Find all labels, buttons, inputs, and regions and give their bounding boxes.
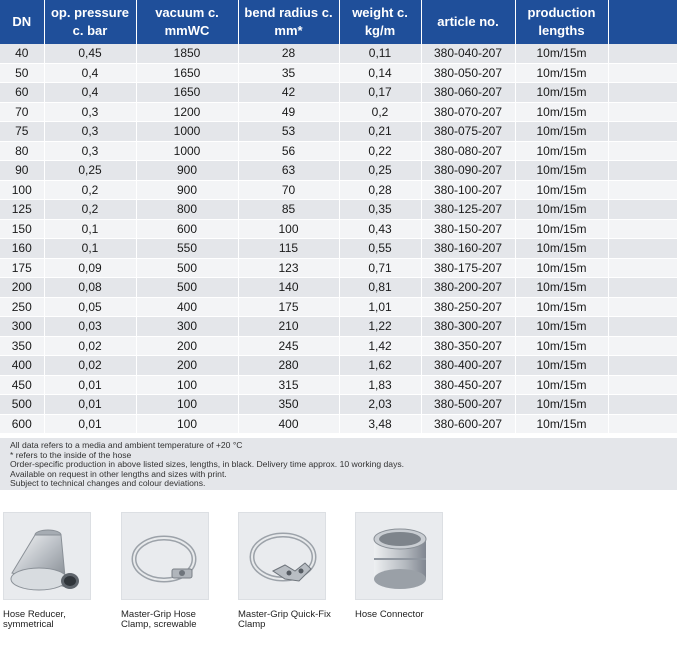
cell-article-no: 380-060-207 bbox=[421, 83, 515, 103]
cell-production-lengths: 10m/15m bbox=[515, 200, 608, 220]
note-line: Order-specific production in above listed sizes, lengths, in black. Delivery time approx. 10 working days. bbox=[10, 459, 405, 470]
cell-dn: 300 bbox=[0, 317, 44, 337]
cell-vacuum: 1000 bbox=[136, 141, 238, 161]
cell-empty bbox=[608, 239, 677, 259]
cell-op-pressure: 0,3 bbox=[44, 102, 136, 122]
cell-dn: 40 bbox=[0, 44, 44, 63]
cell-op-pressure: 0,45 bbox=[44, 44, 136, 63]
cell-article-no: 380-500-207 bbox=[421, 395, 515, 415]
cell-bend-radius: 53 bbox=[238, 122, 339, 142]
hose-clamp-icon bbox=[121, 512, 209, 600]
table-row bbox=[0, 258, 677, 278]
cell-bend-radius: 315 bbox=[238, 375, 339, 395]
cell-op-pressure: 0,02 bbox=[44, 356, 136, 376]
cell-production-lengths: 10m/15m bbox=[515, 414, 608, 434]
note-line: All data refers to a media and ambient temperature of +20 °C bbox=[10, 440, 243, 450]
cell-weight: 1,83 bbox=[339, 375, 421, 395]
cell-production-lengths: 10m/15m bbox=[515, 317, 608, 337]
product-label: Clamp bbox=[238, 619, 266, 630]
cell-bend-radius: 245 bbox=[238, 336, 339, 356]
cell-dn: 70 bbox=[0, 102, 44, 122]
cell-production-lengths: 10m/15m bbox=[515, 180, 608, 200]
product-label: Clamp, screwable bbox=[121, 619, 197, 630]
table-row bbox=[0, 278, 677, 298]
cell-empty bbox=[608, 102, 677, 122]
cell-vacuum: 900 bbox=[136, 180, 238, 200]
table-row bbox=[0, 180, 677, 200]
cell-weight: 0,17 bbox=[339, 83, 421, 103]
cell-empty bbox=[608, 375, 677, 395]
table-row bbox=[0, 44, 677, 63]
cell-vacuum: 1850 bbox=[136, 44, 238, 63]
cell-vacuum: 100 bbox=[136, 395, 238, 415]
product-hose-clamp[interactable] bbox=[121, 512, 231, 630]
cell-empty bbox=[608, 414, 677, 434]
cell-article-no: 380-250-207 bbox=[421, 297, 515, 317]
cell-dn: 400 bbox=[0, 356, 44, 376]
cell-production-lengths: 10m/15m bbox=[515, 219, 608, 239]
cell-vacuum: 1650 bbox=[136, 83, 238, 103]
hose-connector-icon bbox=[355, 512, 443, 600]
cell-empty bbox=[608, 141, 677, 161]
cell-article-no: 380-125-207 bbox=[421, 200, 515, 220]
cell-weight: 2,03 bbox=[339, 395, 421, 415]
cell-dn: 125 bbox=[0, 200, 44, 220]
cell-bend-radius: 400 bbox=[238, 414, 339, 434]
table-row bbox=[0, 375, 677, 395]
cell-article-no: 380-040-207 bbox=[421, 44, 515, 63]
cell-weight: 3,48 bbox=[339, 414, 421, 434]
cell-vacuum: 1000 bbox=[136, 122, 238, 142]
cell-vacuum: 900 bbox=[136, 161, 238, 181]
cell-weight: 0,22 bbox=[339, 141, 421, 161]
cell-article-no: 380-350-207 bbox=[421, 336, 515, 356]
table-row bbox=[0, 161, 677, 181]
cell-op-pressure: 0,2 bbox=[44, 200, 136, 220]
header-dn: DN bbox=[0, 0, 44, 44]
cell-article-no: 380-090-207 bbox=[421, 161, 515, 181]
cell-weight: 1,01 bbox=[339, 297, 421, 317]
cell-production-lengths: 10m/15m bbox=[515, 122, 608, 142]
header-bend-radius: bend radius c. mm* bbox=[238, 0, 339, 44]
cell-vacuum: 800 bbox=[136, 200, 238, 220]
cell-op-pressure: 0,09 bbox=[44, 258, 136, 278]
hose-reducer-icon bbox=[3, 512, 91, 600]
cell-production-lengths: 10m/15m bbox=[515, 395, 608, 415]
note-line: * refers to the inside of the hose bbox=[10, 449, 132, 460]
cell-article-no: 380-200-207 bbox=[421, 278, 515, 298]
cell-empty bbox=[608, 44, 677, 63]
cell-empty bbox=[608, 317, 677, 337]
cell-production-lengths: 10m/15m bbox=[515, 83, 608, 103]
cell-weight: 1,22 bbox=[339, 317, 421, 337]
cell-dn: 80 bbox=[0, 141, 44, 161]
cell-dn: 160 bbox=[0, 239, 44, 259]
cell-bend-radius: 123 bbox=[238, 258, 339, 278]
cell-empty bbox=[608, 395, 677, 415]
table-row bbox=[0, 317, 677, 337]
cell-production-lengths: 10m/15m bbox=[515, 258, 608, 278]
cell-dn: 600 bbox=[0, 414, 44, 434]
cell-op-pressure: 0,3 bbox=[44, 122, 136, 142]
note-line: Available on request in other lengths and sizes with print. bbox=[10, 468, 227, 479]
header-op-pressure: op. pressure c. bar bbox=[44, 0, 136, 44]
cell-production-lengths: 10m/15m bbox=[515, 356, 608, 376]
cell-dn: 50 bbox=[0, 63, 44, 83]
cell-article-no: 380-600-207 bbox=[421, 414, 515, 434]
cell-article-no: 380-450-207 bbox=[421, 375, 515, 395]
product-hose-reducer[interactable] bbox=[3, 512, 113, 630]
cell-empty bbox=[608, 219, 677, 239]
cell-production-lengths: 10m/15m bbox=[515, 239, 608, 259]
cell-production-lengths: 10m/15m bbox=[515, 63, 608, 83]
cell-empty bbox=[608, 63, 677, 83]
cell-empty bbox=[608, 297, 677, 317]
cell-article-no: 380-160-207 bbox=[421, 239, 515, 259]
cell-vacuum: 600 bbox=[136, 219, 238, 239]
product-quick-fix-clamp[interactable] bbox=[238, 512, 348, 630]
cell-dn: 250 bbox=[0, 297, 44, 317]
cell-vacuum: 100 bbox=[136, 375, 238, 395]
cell-vacuum: 500 bbox=[136, 278, 238, 298]
cell-production-lengths: 10m/15m bbox=[515, 278, 608, 298]
cell-op-pressure: 0,1 bbox=[44, 239, 136, 259]
cell-bend-radius: 350 bbox=[238, 395, 339, 415]
cell-dn: 60 bbox=[0, 83, 44, 103]
cell-bend-radius: 56 bbox=[238, 141, 339, 161]
cell-weight: 0,43 bbox=[339, 219, 421, 239]
cell-op-pressure: 0,4 bbox=[44, 63, 136, 83]
cell-empty bbox=[608, 336, 677, 356]
cell-op-pressure: 0,01 bbox=[44, 395, 136, 415]
cell-bend-radius: 85 bbox=[238, 200, 339, 220]
header-empty bbox=[608, 0, 677, 44]
table-row bbox=[0, 336, 677, 356]
cell-article-no: 380-150-207 bbox=[421, 219, 515, 239]
table-row bbox=[0, 200, 677, 220]
cell-article-no: 380-400-207 bbox=[421, 356, 515, 376]
cell-op-pressure: 0,03 bbox=[44, 317, 136, 337]
cell-dn: 500 bbox=[0, 395, 44, 415]
cell-empty bbox=[608, 258, 677, 278]
header-article-no: article no. bbox=[421, 0, 515, 44]
cell-vacuum: 1200 bbox=[136, 102, 238, 122]
cell-weight: 0,35 bbox=[339, 200, 421, 220]
table-row bbox=[0, 141, 677, 161]
cell-bend-radius: 115 bbox=[238, 239, 339, 259]
cell-production-lengths: 10m/15m bbox=[515, 336, 608, 356]
cell-bend-radius: 35 bbox=[238, 63, 339, 83]
cell-empty bbox=[608, 200, 677, 220]
cell-dn: 75 bbox=[0, 122, 44, 142]
table-row bbox=[0, 297, 677, 317]
cell-article-no: 380-075-207 bbox=[421, 122, 515, 142]
table-row bbox=[0, 83, 677, 103]
table-row bbox=[0, 414, 677, 434]
table-row bbox=[0, 102, 677, 122]
cell-op-pressure: 0,05 bbox=[44, 297, 136, 317]
cell-weight: 1,42 bbox=[339, 336, 421, 356]
cell-empty bbox=[608, 161, 677, 181]
cell-vacuum: 400 bbox=[136, 297, 238, 317]
cell-weight: 0,11 bbox=[339, 44, 421, 63]
cell-article-no: 380-175-207 bbox=[421, 258, 515, 278]
quick-fix-clamp-icon bbox=[238, 512, 326, 600]
cell-article-no: 380-050-207 bbox=[421, 63, 515, 83]
cell-weight: 1,62 bbox=[339, 356, 421, 376]
notes-block bbox=[0, 438, 677, 490]
product-label: Master-Grip Quick-Fix bbox=[238, 609, 331, 620]
cell-article-no: 380-100-207 bbox=[421, 180, 515, 200]
cell-production-lengths: 10m/15m bbox=[515, 102, 608, 122]
cell-article-no: 380-080-207 bbox=[421, 141, 515, 161]
cell-dn: 350 bbox=[0, 336, 44, 356]
cell-production-lengths: 10m/15m bbox=[515, 141, 608, 161]
table-row bbox=[0, 63, 677, 83]
cell-weight: 0,2 bbox=[339, 102, 421, 122]
header-weight: weight c. kg/m bbox=[339, 0, 421, 44]
cell-empty bbox=[608, 83, 677, 103]
cell-empty bbox=[608, 180, 677, 200]
cell-dn: 200 bbox=[0, 278, 44, 298]
table-header-row bbox=[0, 0, 677, 44]
cell-vacuum: 550 bbox=[136, 239, 238, 259]
cell-production-lengths: 10m/15m bbox=[515, 161, 608, 181]
cell-article-no: 380-300-207 bbox=[421, 317, 515, 337]
cell-empty bbox=[608, 356, 677, 376]
cell-bend-radius: 28 bbox=[238, 44, 339, 63]
cell-bend-radius: 49 bbox=[238, 102, 339, 122]
cell-op-pressure: 0,25 bbox=[44, 161, 136, 181]
cell-weight: 0,81 bbox=[339, 278, 421, 298]
cell-weight: 0,25 bbox=[339, 161, 421, 181]
cell-bend-radius: 63 bbox=[238, 161, 339, 181]
cell-op-pressure: 0,02 bbox=[44, 336, 136, 356]
cell-weight: 0,55 bbox=[339, 239, 421, 259]
cell-weight: 0,21 bbox=[339, 122, 421, 142]
cell-vacuum: 200 bbox=[136, 336, 238, 356]
cell-dn: 450 bbox=[0, 375, 44, 395]
cell-vacuum: 200 bbox=[136, 356, 238, 376]
cell-bend-radius: 42 bbox=[238, 83, 339, 103]
cell-production-lengths: 10m/15m bbox=[515, 44, 608, 63]
cell-bend-radius: 210 bbox=[238, 317, 339, 337]
note-line: Subject to technical changes and colour deviations. bbox=[10, 478, 206, 489]
header-production-lengths: production lengths bbox=[515, 0, 608, 44]
cell-bend-radius: 140 bbox=[238, 278, 339, 298]
cell-empty bbox=[608, 122, 677, 142]
cell-dn: 100 bbox=[0, 180, 44, 200]
cell-bend-radius: 280 bbox=[238, 356, 339, 376]
table-row bbox=[0, 122, 677, 142]
header-vacuum: vacuum c. mmWC bbox=[136, 0, 238, 44]
cell-weight: 0,14 bbox=[339, 63, 421, 83]
cell-dn: 150 bbox=[0, 219, 44, 239]
table-row bbox=[0, 395, 677, 415]
cell-op-pressure: 0,08 bbox=[44, 278, 136, 298]
product-label: Master-Grip Hose bbox=[121, 609, 196, 620]
cell-op-pressure: 0,01 bbox=[44, 375, 136, 395]
cell-production-lengths: 10m/15m bbox=[515, 375, 608, 395]
cell-bend-radius: 100 bbox=[238, 219, 339, 239]
cell-bend-radius: 70 bbox=[238, 180, 339, 200]
cell-article-no: 380-070-207 bbox=[421, 102, 515, 122]
table-body bbox=[0, 44, 677, 434]
cell-op-pressure: 0,3 bbox=[44, 141, 136, 161]
table-row bbox=[0, 239, 677, 259]
cell-op-pressure: 0,01 bbox=[44, 414, 136, 434]
table-row bbox=[0, 356, 677, 376]
product-label: symmetrical bbox=[3, 619, 54, 630]
cell-vacuum: 1650 bbox=[136, 63, 238, 83]
product-label: Hose Connector bbox=[355, 609, 424, 620]
cell-vacuum: 100 bbox=[136, 414, 238, 434]
cell-production-lengths: 10m/15m bbox=[515, 297, 608, 317]
cell-op-pressure: 0,1 bbox=[44, 219, 136, 239]
cell-dn: 90 bbox=[0, 161, 44, 181]
cell-vacuum: 500 bbox=[136, 258, 238, 278]
product-label: Hose Reducer, bbox=[3, 609, 66, 620]
cell-weight: 0,71 bbox=[339, 258, 421, 278]
cell-vacuum: 300 bbox=[136, 317, 238, 337]
table-row bbox=[0, 219, 677, 239]
cell-dn: 175 bbox=[0, 258, 44, 278]
cell-bend-radius: 175 bbox=[238, 297, 339, 317]
cell-empty bbox=[608, 278, 677, 298]
cell-weight: 0,28 bbox=[339, 180, 421, 200]
product-hose-connector[interactable] bbox=[355, 512, 465, 620]
cell-op-pressure: 0,4 bbox=[44, 83, 136, 103]
cell-op-pressure: 0,2 bbox=[44, 180, 136, 200]
